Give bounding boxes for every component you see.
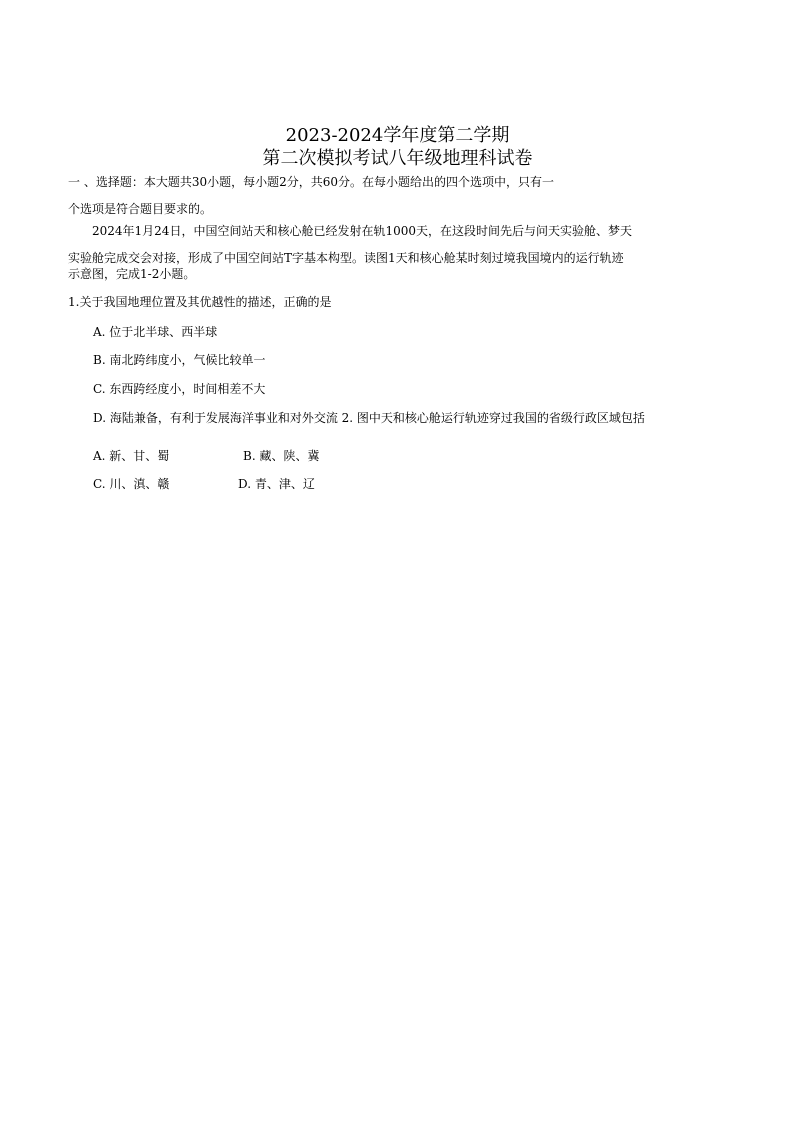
section-instructions-line-1: 一 、选择题：本大题共30小题，每小题2分，共60分。在每小题给出的四个选项中，只有一 (68, 175, 554, 189)
passage-line-3: 示意图，完成1-2小题。 (68, 267, 196, 281)
question-2-option-b: B. 藏、陕、冀 (243, 449, 320, 463)
question-1-option-b: B. 南北跨纬度小，气候比较单一 (93, 353, 266, 367)
question-2-option-d: D. 青、津、辽 (238, 477, 315, 491)
question-2-option-a: A. 新、甘、蜀 (93, 449, 170, 463)
question-1-stem: 1.关于我国地理位置及其优越性的描述，正确的是 (68, 295, 332, 309)
section-instructions-line-2: 个选项是符合题目要求的。 (68, 202, 213, 216)
exam-title-line-2: 第二次模拟考试八年级地理科试卷 (262, 148, 533, 169)
question-1-option-c: C. 东西跨经度小，时间相差不大 (93, 382, 266, 396)
question-1-option-a: A. 位于北半球、西半球 (93, 325, 218, 339)
passage-line-2: 实验舱完成交会对接，形成了中国空间站T字基本构型。读图1天和核心舱某时刻过境我国境内的运行轨迹 (68, 251, 624, 265)
passage-line-1: 2024年1月24日，中国空间站天和核心舱已经发射在轨1000天，在这段时间先后与问天实验舱、梦天 (92, 224, 632, 238)
question-1-option-d-and-question-2-stem: D. 海陆兼备，有利于发展海洋事业和对外交流 2. 图中天和核心舱运行轨迹穿过我国的省级行政区域包括 (93, 411, 645, 425)
exam-title-line-1: 2023-2024学年度第二学期 (285, 125, 510, 146)
question-2-option-c: C. 川、滇、赣 (93, 477, 170, 491)
